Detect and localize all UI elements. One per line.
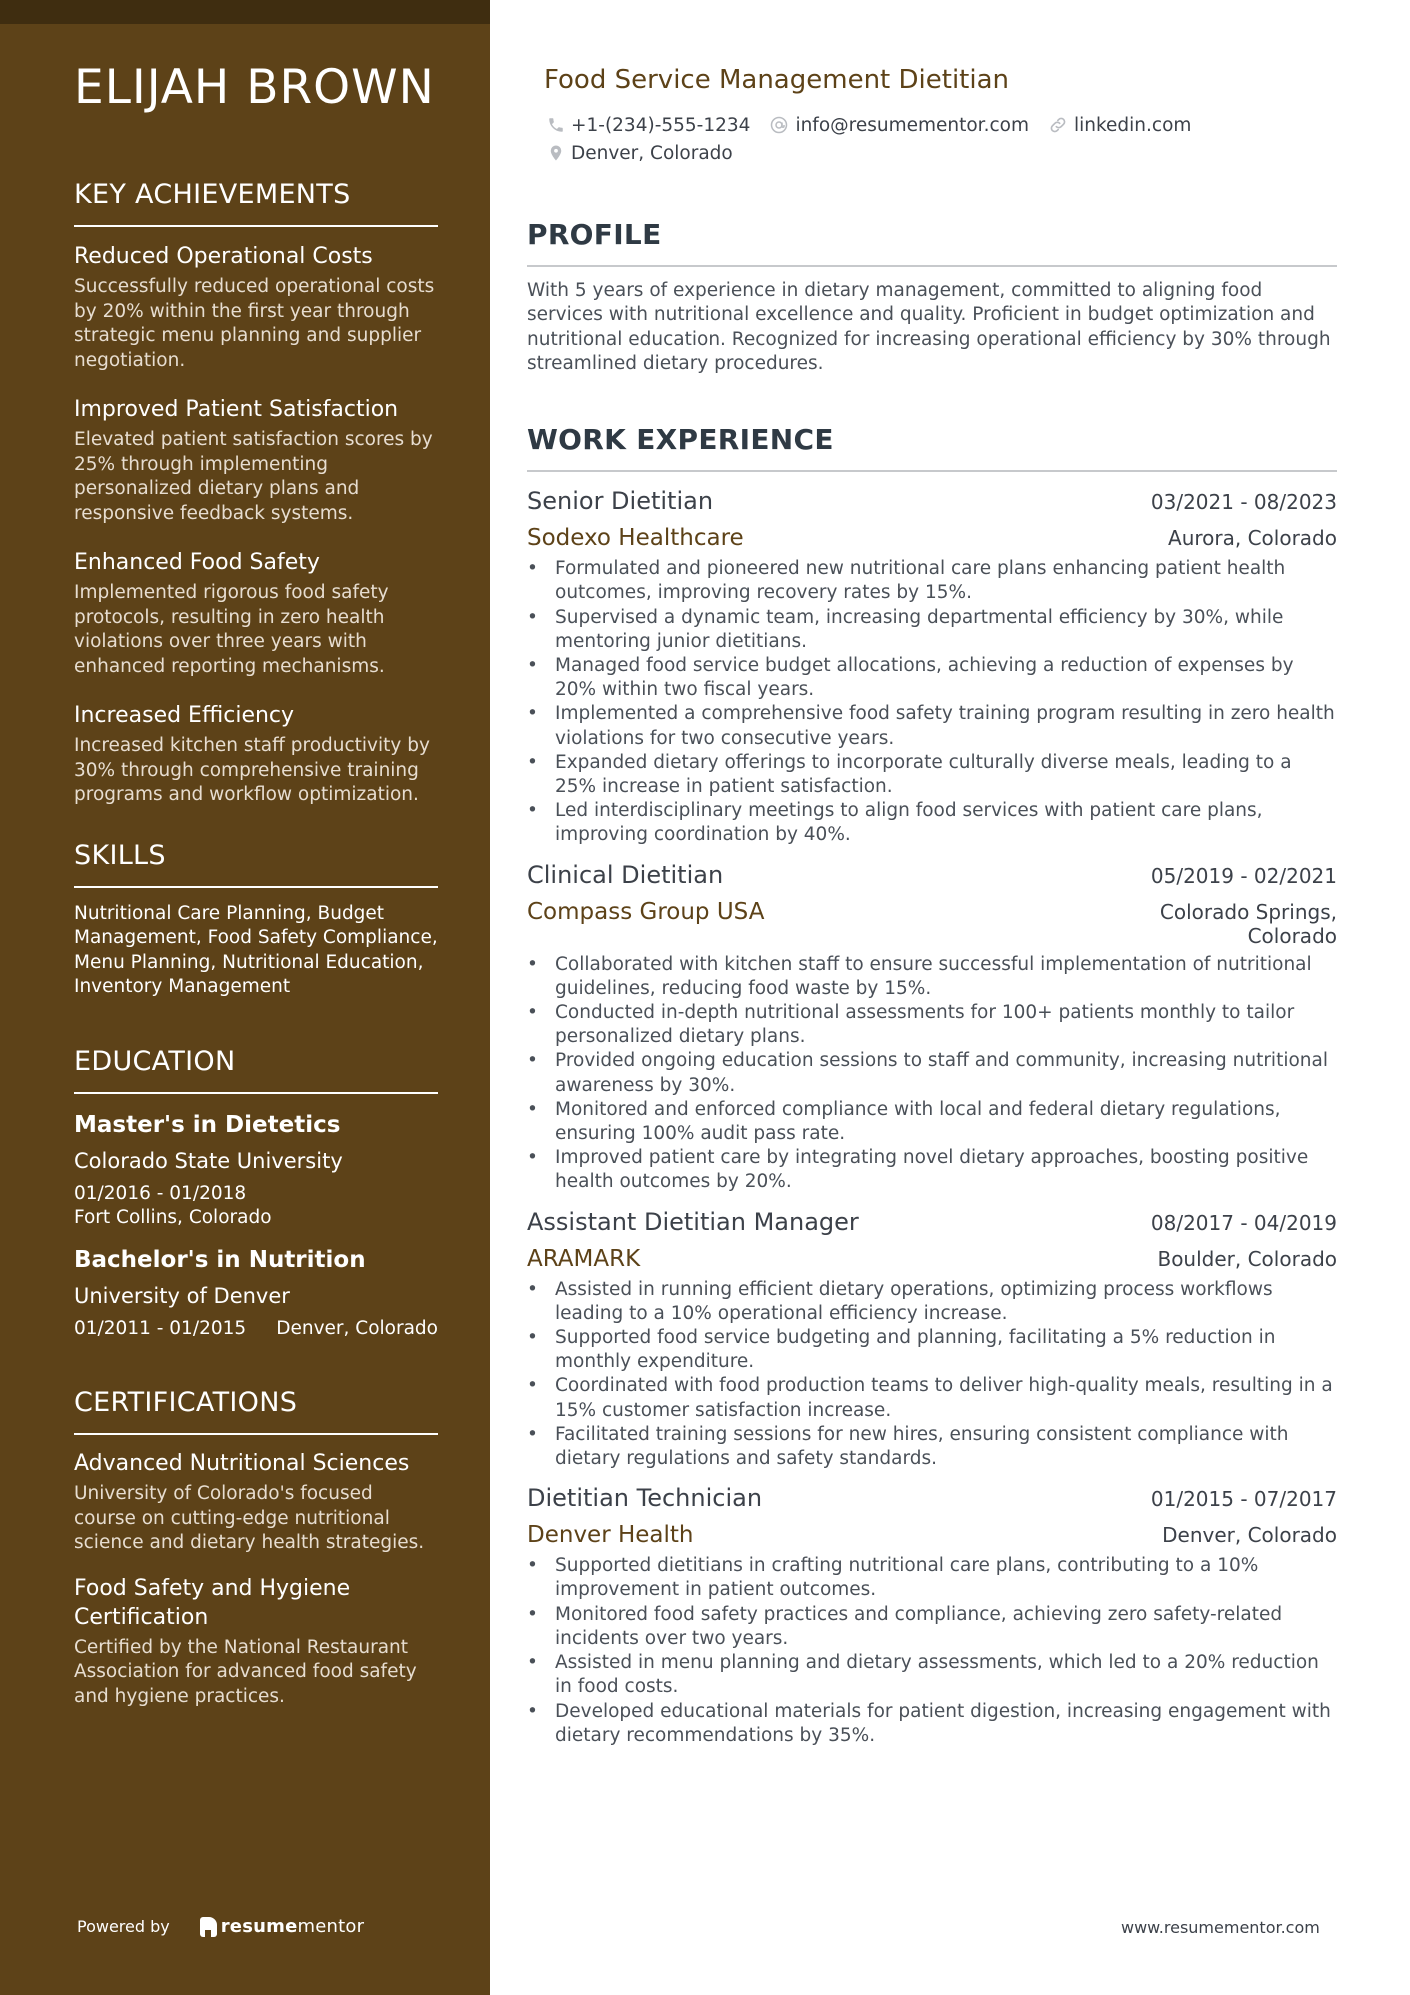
education-item bbox=[74, 1243, 438, 1342]
job-bullet: • Implemented a comprehensive food safety training program resulting in zero health violations for two consecutive years. bbox=[527, 702, 1337, 750]
brand-name-bold: resume bbox=[220, 1916, 298, 1937]
job-bullet: • Improved patient care by integrating novel dietary approaches, boosting positive health outcomes by 20%. bbox=[527, 1146, 1337, 1194]
achievement-item bbox=[74, 241, 438, 373]
job-bullet: • Monitored and enforced compliance with local and federal dietary regulations, ensuring 100% audit pass rate. bbox=[527, 1098, 1337, 1146]
achievement-item bbox=[74, 547, 438, 679]
achievement-title: Improved Patient Satisfaction bbox=[74, 397, 399, 422]
main-body bbox=[527, 215, 1337, 1758]
contact-location bbox=[547, 143, 733, 164]
education-heading: EDUCATION bbox=[74, 1044, 438, 1094]
certifications-heading: CERTIFICATIONS bbox=[74, 1385, 438, 1435]
achievement-description: Increased kitchen staff productivity by 30% through comprehensive training programs and workflow optimization. bbox=[74, 735, 430, 805]
job-subheader bbox=[527, 1244, 1337, 1274]
achievement-item bbox=[74, 394, 438, 526]
certification-title: Advanced Nutritional Sciences bbox=[74, 1451, 410, 1476]
role-title: Food Service Management Dietitian bbox=[544, 65, 1009, 95]
school: University of Denver bbox=[74, 1283, 290, 1308]
job-header bbox=[527, 858, 1337, 893]
achievement-title: Reduced Operational Costs bbox=[74, 244, 373, 269]
job-title: Senior Dietitian bbox=[527, 487, 714, 516]
job-header bbox=[527, 1205, 1337, 1240]
footer-website[interactable]: www.resumementor.com bbox=[1121, 1918, 1320, 1937]
achievement-description: Elevated patient satisfaction scores by 25% through implementing personalized dietary plans and responsive feedback systems. bbox=[74, 429, 433, 524]
job-entry bbox=[527, 858, 1337, 1195]
job-subheader bbox=[527, 1520, 1337, 1550]
job-company: Compass Group USA bbox=[527, 898, 765, 925]
job-dates: 08/2017 - 04/2019 bbox=[1150, 1210, 1337, 1235]
achievement-description: Successfully reduced operational costs by 20% within the first year through strategic menu planning and supplier negotiation. bbox=[74, 276, 435, 371]
job-bullet: • Formulated and pioneered new nutritional care plans enhancing patient health outcomes, improving recovery rates by 15%. bbox=[527, 557, 1337, 605]
contact-info bbox=[547, 111, 1210, 167]
education-item bbox=[74, 1108, 438, 1231]
skills-section bbox=[74, 838, 438, 1000]
job-bullet: • Assisted in running efficient dietary operations, optimizing process workflows leading to a 10% operational efficiency increase. bbox=[527, 1278, 1337, 1326]
job-bullet: • Expanded dietary offerings to incorporate culturally diverse meals, leading to a 25% increase in patient satisfaction. bbox=[527, 751, 1337, 799]
education-location: Fort Collins, Colorado bbox=[74, 1207, 272, 1228]
location-pin-icon bbox=[547, 143, 565, 163]
experience-section bbox=[527, 420, 1337, 1748]
job-bullet: • Conducted in-depth nutritional assessments for 100+ patients monthly to tailor personalized dietary plans. bbox=[527, 1001, 1337, 1049]
job-company: ARAMARK bbox=[527, 1245, 641, 1272]
education-meta bbox=[74, 1182, 438, 1231]
powered-by bbox=[77, 1916, 364, 1937]
achievement-description: Implemented rigorous food safety protocols, resulting in zero health violations over three years with enhanced reporting mechanisms. bbox=[74, 582, 389, 677]
certification-title: Food Safety and Hygiene Certification bbox=[74, 1575, 351, 1630]
job-location: Aurora, Colorado bbox=[1168, 526, 1337, 551]
phone-text: +1-(234)-555-1234 bbox=[571, 114, 751, 136]
job-bullet: • Supported dietitians in crafting nutritional care plans, contributing to a 10% improvement in patient outcomes. bbox=[527, 1554, 1337, 1602]
job-bullet: • Assisted in menu planning and dietary assessments, which led to a 20% reduction in food costs. bbox=[527, 1651, 1337, 1699]
contact-email[interactable] bbox=[769, 115, 1029, 136]
achievement-item bbox=[74, 700, 438, 808]
school: Colorado State University bbox=[74, 1148, 343, 1173]
job-bullet: • Developed educational materials for patient digestion, increasing engagement with dietary recommendations by 35%. bbox=[527, 1700, 1337, 1748]
job-subheader bbox=[527, 897, 1337, 949]
profile-heading: PROFILE bbox=[527, 215, 1337, 267]
job-bullets bbox=[527, 953, 1337, 1195]
job-company: Denver Health bbox=[527, 1522, 694, 1549]
certification-item bbox=[74, 1574, 438, 1710]
job-dates: 03/2021 - 08/2023 bbox=[1150, 490, 1337, 515]
sidebar bbox=[0, 0, 490, 1995]
achievement-title: Enhanced Food Safety bbox=[74, 550, 320, 575]
job-entry bbox=[527, 1205, 1337, 1472]
job-bullets bbox=[527, 557, 1337, 847]
link-icon bbox=[1048, 115, 1068, 135]
certification-description: Certified by the National Restaurant Association for advanced food safety and hygiene practices. bbox=[74, 1636, 417, 1707]
brand-name-light: mentor bbox=[297, 1916, 365, 1937]
job-header bbox=[527, 1481, 1337, 1516]
job-bullets bbox=[527, 1554, 1337, 1748]
achievements-heading: KEY ACHIEVEMENTS bbox=[74, 177, 438, 227]
powered-by-label: Powered by bbox=[77, 1917, 170, 1936]
job-bullet: • Led interdisciplinary meetings to align food services with patient care plans, improving coordination by 40%. bbox=[527, 799, 1337, 847]
education-dates: 01/2016 - 01/2018 bbox=[74, 1182, 247, 1204]
job-location: Boulder, Colorado bbox=[1157, 1246, 1337, 1271]
job-subheader bbox=[527, 523, 1337, 553]
skills-list: Nutritional Care Planning, Budget Management, Food Safety Compliance, Menu Planning, Nutritional Education, Inventory Management bbox=[74, 902, 438, 997]
at-icon bbox=[769, 115, 789, 135]
job-bullet: • Managed food service budget allocations, achieving a reduction of expenses by 20% within two fiscal years. bbox=[527, 654, 1337, 702]
job-bullets bbox=[527, 1278, 1337, 1472]
job-entry bbox=[527, 1481, 1337, 1748]
certifications-section bbox=[74, 1385, 438, 1709]
location-text: Denver, Colorado bbox=[571, 142, 733, 164]
phone-icon bbox=[547, 116, 565, 134]
education-meta bbox=[74, 1317, 438, 1342]
job-bullet: • Supervised a dynamic team, increasing departmental efficiency by 30%, while mentoring junior dietitians. bbox=[527, 606, 1337, 654]
job-bullet: • Monitored food safety practices and compliance, achieving zero safety-related incidents over two years. bbox=[527, 1603, 1337, 1651]
education-section bbox=[74, 1044, 438, 1342]
candidate-name: ELIJAH BROWN bbox=[74, 60, 435, 115]
job-title: Dietitian Technician bbox=[527, 1484, 763, 1513]
job-header bbox=[527, 484, 1337, 519]
email-text: info@resumementor.com bbox=[795, 114, 1029, 136]
job-bullet: • Coordinated with food production teams to deliver high-quality meals, resulting in a 15% customer satisfaction increase. bbox=[527, 1374, 1337, 1422]
job-bullet: • Supported food service budgeting and planning, facilitating a 5% reduction in monthly expenditure. bbox=[527, 1326, 1337, 1374]
achievements-section bbox=[74, 177, 438, 808]
degree: Bachelor's in Nutrition bbox=[74, 1246, 366, 1273]
profile-section bbox=[527, 215, 1337, 376]
job-location: Denver, Colorado bbox=[1162, 1523, 1337, 1548]
degree: Master's in Dietetics bbox=[74, 1111, 341, 1138]
job-dates: 01/2015 - 07/2017 bbox=[1150, 1487, 1337, 1512]
job-entry bbox=[527, 484, 1337, 847]
contact-phone[interactable] bbox=[547, 115, 750, 136]
job-location: Colorado Springs, Colorado bbox=[1159, 899, 1337, 949]
resumementor-logo-icon bbox=[200, 1917, 217, 1937]
job-bullet: • Collaborated with kitchen staff to ensure successful implementation of nutritional guidelines, reducing food waste by 15%. bbox=[527, 953, 1337, 1001]
brand-name bbox=[221, 1916, 364, 1937]
contact-linkedin[interactable] bbox=[1048, 115, 1191, 136]
contact-row bbox=[547, 111, 1210, 139]
sidebar-content bbox=[74, 56, 438, 1727]
certification-item bbox=[74, 1449, 438, 1556]
linkedin-text: linkedin.com bbox=[1073, 114, 1192, 136]
skills-heading: SKILLS bbox=[74, 838, 438, 888]
profile-text: With 5 years of experience in dietary management, committed to aligning food services with nutritional excellence and quality. Proficient in budget optimization and nutritional education. Recognized for increasing operational efficiency by 30% through streamlined dietary procedures. bbox=[527, 280, 1331, 374]
job-bullet: • Provided ongoing education sessions to staff and community, increasing nutritional awareness by 30%. bbox=[527, 1049, 1337, 1097]
experience-heading: WORK EXPERIENCE bbox=[527, 420, 1337, 472]
education-location: Denver, Colorado bbox=[276, 1317, 438, 1339]
job-company: Sodexo Healthcare bbox=[527, 525, 744, 552]
job-dates: 05/2019 - 02/2021 bbox=[1150, 863, 1337, 888]
certification-description: University of Colorado's focused course on cutting-edge nutritional science and dietary health strategies. bbox=[74, 1483, 425, 1553]
job-bullet: • Facilitated training sessions for new hires, ensuring consistent compliance with dietary regulations and safety standards. bbox=[527, 1423, 1337, 1471]
sidebar-top-band bbox=[0, 0, 490, 24]
job-title: Clinical Dietitian bbox=[527, 860, 724, 889]
contact-row bbox=[547, 139, 1210, 167]
education-dates: 01/2011 - 01/2015 bbox=[74, 1317, 247, 1339]
job-title: Assistant Dietitian Manager bbox=[527, 1207, 859, 1236]
achievement-title: Increased Efficiency bbox=[74, 703, 295, 728]
